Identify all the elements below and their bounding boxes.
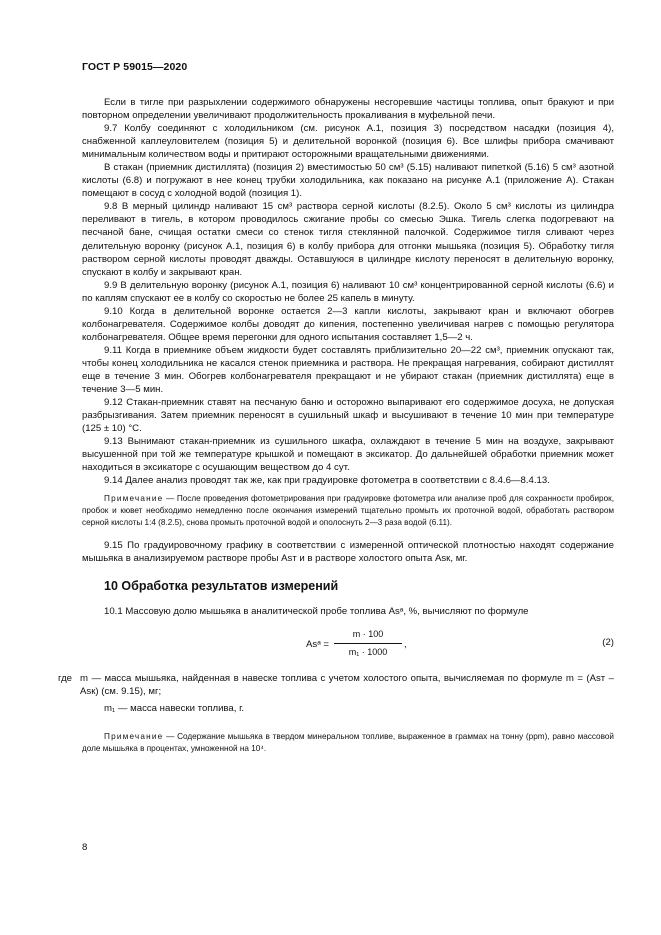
paragraph-9-11: 9.11 Когда в приемнике объем жидкости будет составлять приблизительно 20—22 см³, приемник опускают так, чтобы конец холодильника не касался стенок приемника и раствора. Не прекращая нагревания, собирают дистиллят еще в течение 3 мин. Обогрев колбонагревателя прекращают и не убирают стакан (приемник дистиллята) еще в течение 3—5 мин. <box>82 344 614 396</box>
paragraph: Если в тигле при разрыхлении содержимого обнаружены несгоревшие частицы топлива, опыт бракуют и при повторном определении увеличивают продолжительность прокаливания в муфельной печи. <box>82 97 614 122</box>
paragraph: В стакан (приемник дистиллята) (позиция 2) вместимостью 50 см³ (5.15) наливают пипеткой (5.16) 5 см³ азотной кислоты (6.8) и погружают в нее конец трубки холодильника, как показано на рисунке А.1 (приложение А). Стакан помещают в сосуд с холодной водой (позиция 1). <box>82 162 614 200</box>
note <box>82 731 614 755</box>
paragraph-9-9: 9.9 В делительную воронку (рисунок А.1, позиция 6) наливают 10 см³ концентрированной серной кислоты (6.6) и по каплям спускают ее в колбу со скоростью не более 25 капель в минуту. <box>82 279 614 304</box>
note-label: Примечание <box>104 731 164 741</box>
paragraph-9-15: 9.15 По градуировочному графику в соответствии с измеренной оптической плотностью находят содержание мышьяка в анализируемом растворе пробы Asт и в растворе холостого опыта Asк, мг. <box>82 540 614 565</box>
note-label: Примечание <box>104 494 164 504</box>
fraction-bar <box>334 643 402 644</box>
where-m1: m₁ — масса навески топлива, г. <box>104 702 245 714</box>
note <box>82 493 614 529</box>
section-title: 10 Обработка результатов измерений <box>104 578 339 593</box>
note-text: — Содержание мышьяка в твердом минеральном топливе, выраженное в граммах на тонну (ppm), равно массовой доле мышьяка в процентах, умноженной на 10⁴. <box>82 731 614 753</box>
where-m: m — масса мышьяка, найденная в навеске топлива с учетом холостого опыта, вычисляемая по формуле m = (Asт – Asк) (см. 9.15), мг; <box>80 672 614 697</box>
document-code-header: ГОСТ Р 59015—2020 <box>82 61 188 73</box>
formula-number: (2) <box>602 636 614 648</box>
paragraph-9-10: 9.10 Когда в делительной воронке остается 2—3 капли кислоты, закрывают кран и включают обогрев колбонагревателя. Содержимое колбы доводят до кипения, постепенно увеличивая нагрев с помощью регулятора колбонагревателя. Общее время перегонки для одного испытания составляет 1,5—2 ч. <box>82 305 614 343</box>
note-text: — После проведения фотометрирования при градуировке фотометра или анализе проб для сохранности пробирок, пробок и кювет необходимо немедленно после окончания измерений тщательно промыть их проточной водой, обработать раствором серной кислоты 1:4 (8.2.5), снова промыть проточной водой и ополоснуть 2—3 раза водой (6.11). <box>82 494 614 528</box>
paragraph-10-1: 10.1 Массовую долю мышьяка в аналитической пробе топлива Asᵃ, %, вычисляют по формуле <box>104 605 529 617</box>
paragraph-9-7: 9.7 Колбу соединяют с холодильником (см. рисунок А.1, позиция 3) посредством насадки (позиция 4), снабженной каплеуловителем (позиция 5) и делительной воронкой (позиция 6). Все шлифы прибора смачивают минимальным количеством воды и притирают осторожными вращательными движениями. <box>82 123 614 161</box>
formula-fraction <box>334 628 402 659</box>
formula-comma: , <box>404 638 407 650</box>
paragraph-9-13: 9.13 Вынимают стакан-приемник из сушильного шкафа, охлаждают в течение 5 мин на воздухе, закрывают высушенной при той же температуре крышкой и помещают в эксикатор. До дальнейшей обработки приемник может находиться в эксикаторе с осушающим веществом до 4 сут. <box>82 436 614 474</box>
page-body <box>58 96 614 755</box>
where-label: где <box>58 672 73 684</box>
paragraph-9-8: 9.8 В мерный цилиндр наливают 15 см³ раствора серной кислоты (8.2.5). Около 5 см³ кислоты из цилиндра переливают в тигель, в котором проводилось сжигание пробы со смесью Эшка. Тигель слегка подогревают на песчаной бане, счищая остатки смеси со стенок тигля стеклянной палочкой. Содержимое тигля сливают через делительную воронку (рисунок А.1, позиция 6) в колбу прибора для отгонки мышьяка (позиция 5). Обработку тигля раствором серной кислоты проводят дважды. Оставшуюся в цилиндре кислоту переносят в делительную воронку, спускают в колбу и закрывают кран. <box>82 201 614 278</box>
paragraph-9-14: 9.14 Далее анализ проводят так же, как при градуировке фотометра в соответствии с 8.4.6—8.4.13. <box>104 475 550 487</box>
formula-denominator: m₁ · 1000 <box>348 646 388 657</box>
where-block <box>58 672 614 698</box>
formula-2 <box>82 626 614 666</box>
formula-lhs: Asᵃ = <box>306 638 330 650</box>
formula-numerator: m · 100 <box>352 628 384 639</box>
paragraph-9-12: 9.12 Стакан-приемник ставят на песчаную баню и осторожно выпаривают его содержимое досуха, не допуская разбрызгивания. Затем приемник переносят в сушильный шкаф и высушивают в течение 10 мин при температуре (125 ± 10) °С. <box>82 397 614 435</box>
page-number: 8 <box>82 842 88 853</box>
